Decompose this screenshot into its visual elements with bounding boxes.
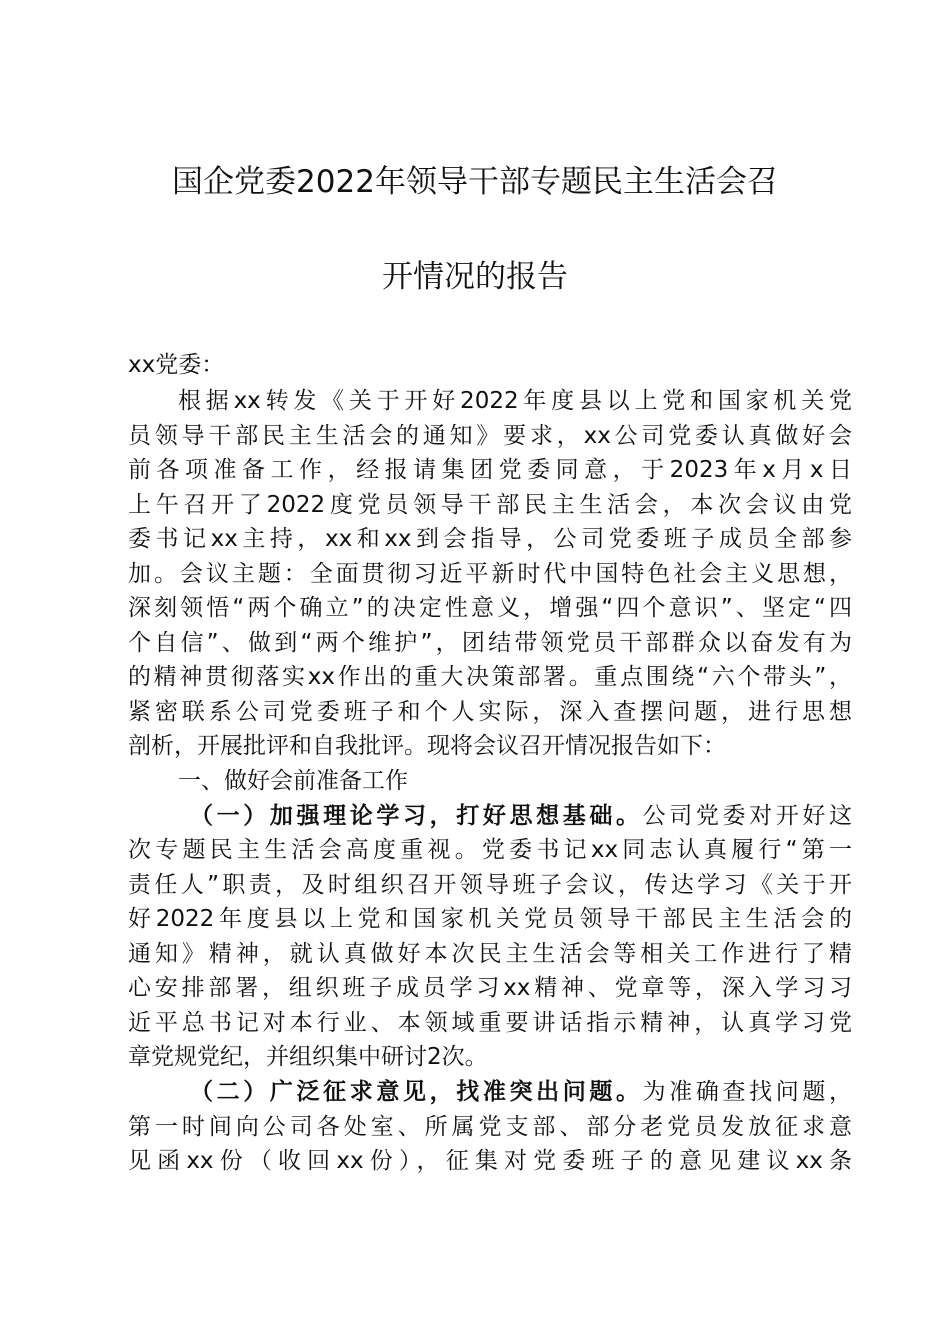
paragraph1-line: 根据xx转发《关于开好2022年度县以上党和国家机关党: [178, 388, 852, 414]
paragraph1-line: 的精神贯彻落实xx作出的重大决策部署。重点围绕“六个带头”，: [128, 664, 852, 690]
subsection1-line: 近平总书记对本行业、本领域重要讲话指示精神，认真学习党: [128, 1010, 852, 1036]
subsection2-first-line: [190, 1077, 852, 1107]
paragraph1-line: 紧密联系公司党委班子和个人实际，深入查摆问题，进行思想: [128, 699, 852, 725]
paragraph1-line: 个自信”、做到“两个维护”，团结带领党员干部群众以奋发有为: [128, 630, 852, 656]
section1-heading: 一、做好会前准备工作: [178, 768, 408, 794]
paragraph1-line: 前各项准备工作，经报请集团党委同意，于2023年x月x日: [128, 457, 852, 483]
subsection2-first-line-text: 为准确查找问题，: [642, 1079, 852, 1105]
subsection1-line: 章党规党纪，并组织集中研讨2次。: [128, 1044, 488, 1070]
paragraph1-line: 员领导干部民主生活会的通知》要求，xx公司党委认真做好会: [128, 423, 852, 449]
subsection2-line: 见函xx份（收回xx份），征集对党委班子的意见建议xx条: [128, 1148, 852, 1174]
salutation: xx党委：: [128, 352, 225, 378]
subsection2-heading: （二）广泛征求意见，找准突出问题。: [190, 1079, 643, 1105]
subsection1-line: 责任人”职责，及时组织召开领导班子会议，传达学习《关于开: [128, 872, 852, 898]
subsection2-line: 第一时间向公司各处室、所属党支部、部分老党员发放征求意: [128, 1114, 852, 1140]
paragraph1-line: 委书记xx主持，xx和xx到会指导，公司党委班子成员全部参: [128, 526, 852, 552]
document-title-line-2: 开情况的报告: [382, 259, 568, 295]
paragraph1-line: 深刻领悟“两个确立”的决定性意义，增强“四个意识”、坚定“四: [128, 595, 852, 621]
subsection1-heading: （一）加强理论学习，打好思想基础。: [190, 803, 643, 829]
paragraph1-line: 上午召开了2022度党员领导干部民主生活会，本次会议由党: [128, 492, 852, 518]
subsection1-line: 心安排部署，组织班子成员学习xx精神、党章等，深入学习习: [128, 975, 852, 1001]
document-title-line-1: 国企党委2022年领导干部专题民主生活会召: [172, 164, 778, 200]
paragraph1-line: 剖析，开展批评和自我批评。现将会议召开情况报告如下：: [128, 733, 726, 759]
subsection1-line: 好2022年度县以上党和国家机关党员领导干部民主生活会的: [128, 906, 852, 932]
subsection1-first-line-text: 公司党委对开好这: [642, 803, 852, 829]
subsection1-first-line: [190, 801, 852, 831]
subsection1-line: 次专题民主生活会高度重视。党委书记xx同志认真履行“第一: [128, 837, 852, 863]
paragraph1-line: 加。会议主题：全面贯彻习近平新时代中国特色社会主义思想，: [128, 561, 852, 587]
subsection1-line: 通知》精神，就认真做好本次民主生活会等相关工作进行了精: [128, 941, 852, 967]
